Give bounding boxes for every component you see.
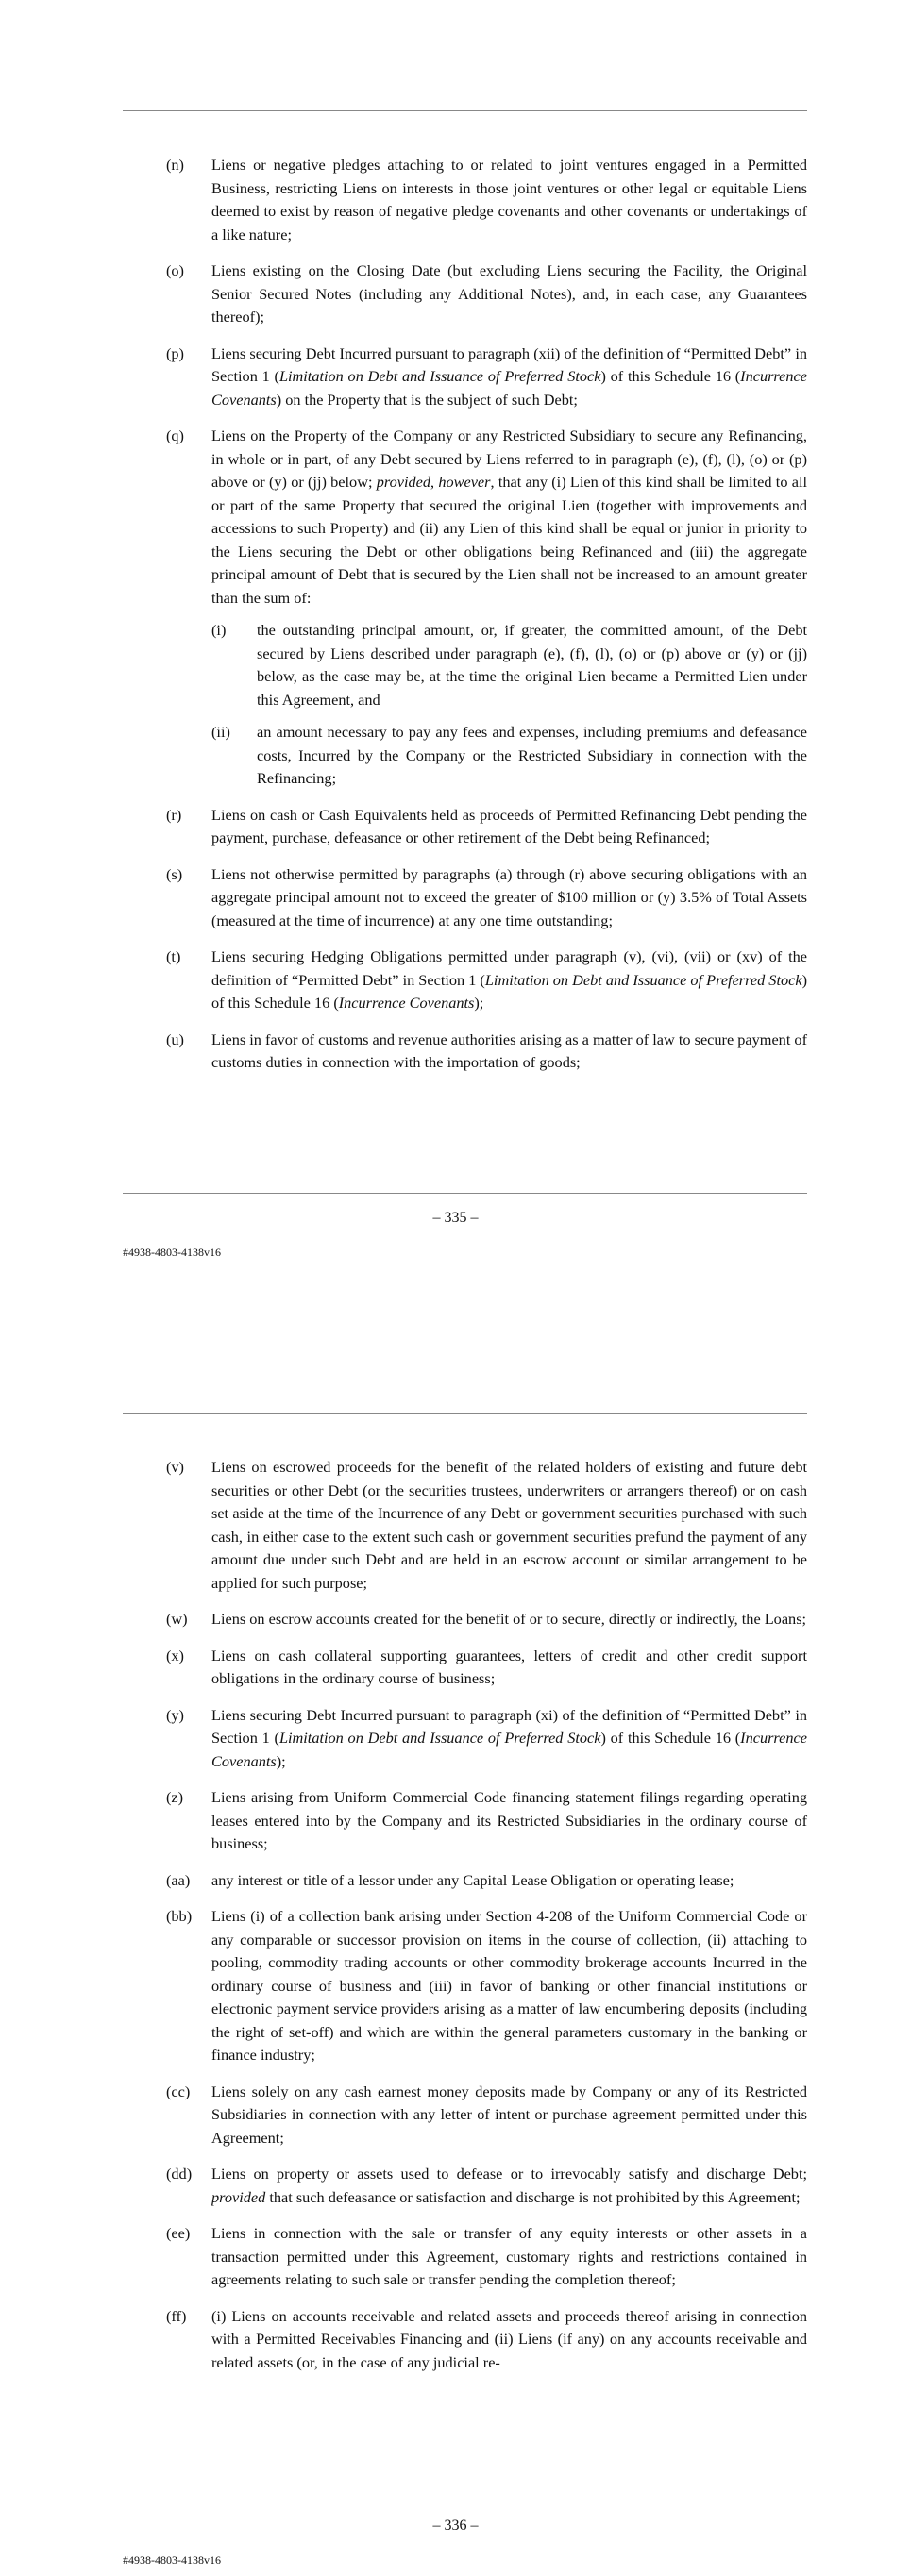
clause-label: (bb) [166, 1907, 193, 1925]
page-number: – 336 – [432, 2517, 479, 2534]
clause-text [211, 1029, 807, 1075]
clause-text [211, 343, 807, 412]
clause-o [123, 259, 807, 329]
clause-ff [123, 2305, 807, 2375]
clause-text-run: Liens in favor of customs and revenue authorities arising as a matter of law to secure payment of customs duties in connection with the importation of goods; [211, 1029, 807, 1071]
clause-text-run: ) of this Schedule 16 ( [600, 367, 741, 385]
clause-text [211, 1645, 807, 1691]
clause-aa [123, 1869, 807, 1893]
clause-text-italic: Incurrence Covenants [211, 367, 807, 409]
clause-label: (ee) [166, 2224, 191, 2242]
clause-text-run: Liens in connection with the sale or transfer of any equity interests or other assets in a transaction permitted under this Agreement, customary rights and restrictions contained in agreements relating to such sale or transfer pending the completion thereof; [211, 2224, 807, 2288]
subclause-text: the outstanding principal amount, or, if greater, the committed amount, of the Debt secured by Liens described under paragraph (e), (f), (l), (o) or (p) above or (y) or (jj) below, as the case may be, at the time the original Lien became a Permitted Lien under this Agreement, and [257, 621, 807, 709]
clause-label: (dd) [166, 2165, 193, 2183]
clause-label: (cc) [166, 2082, 191, 2100]
clause-text [211, 425, 807, 791]
clause-s [123, 863, 807, 933]
clause-text-run: Liens on property or assets used to defease or to irrevocably satisfy and discharge Debt; [211, 2165, 807, 2183]
clause-cc [123, 2081, 807, 2150]
clause-text-italic: Limitation on Debt and Issuance of Preferred Stock [484, 970, 802, 989]
clause-label: (t) [166, 947, 181, 965]
clause-text-run: ); [276, 1751, 286, 1770]
clause-text-run: (i) Liens on accounts receivable and related assets and proceeds thereof arising in connection with a Permitted Receivables Financing and (ii) Liens (if any) on any accounts receivable and related assets (or, in the case of any judicial re- [211, 2306, 807, 2371]
clause-w [123, 1608, 807, 1631]
clause-text [211, 1786, 807, 1856]
clause-text-italic: provided [376, 473, 431, 491]
clause-text-run: Liens solely on any cash earnest money deposits made by Company or any of its Restricted Subsidiaries in connection with any letter of intent or purchase agreement permitted under this Agreement; [211, 2082, 807, 2147]
subclause-label: (i) [211, 621, 227, 639]
top-rule [123, 1413, 807, 1414]
clause-text-run: Liens or negative pledges attaching to or related to joint ventures engaged in a Permitted Business, restricting Liens on interests in those joint ventures or other legal or equitable Liens deemed to exist by reason of negative pledge covenants and other covenants or undertakings of a like nature; [211, 156, 807, 243]
top-rule [123, 110, 807, 111]
clause-n [123, 154, 807, 246]
clause-text [211, 259, 807, 329]
clause-text-run: Liens securing Debt Incurred pursuant to paragraph (xii) of the definition of “Permitted Debt” in Section 1 ( [211, 343, 807, 385]
clause-text-italic: provided [211, 2187, 266, 2206]
clause-label: (y) [166, 1705, 184, 1724]
clause-ee [123, 2222, 807, 2292]
subclause-ii [211, 721, 807, 791]
clause-text-run: Liens (i) of a collection bank arising under Section 4-208 of the Uniform Commercial Code or any comparable or successor provision on items in the course of collection, (ii) attaching to pooling, commodity trading accounts or other commodity brokerage accounts Incurred in the ordinary course of business and (iii) in favor of banking or other financial institutions or electronic payment service providers arising as a matter of law encumbering deposits (including the right of set-off) and which are within the general parameters customary in the banking or finance industry; [211, 1907, 807, 2064]
clause-text [211, 804, 807, 850]
clause-t [123, 945, 807, 1015]
clause-label: (u) [166, 1029, 184, 1048]
clause-text-run: Liens arising from Uniform Commercial Code financing statement filings regarding operating leases entered into by the Company and its Restricted Subsidiaries in the ordinary course of business; [211, 1788, 807, 1852]
clause-x [123, 1645, 807, 1691]
clause-text [211, 1608, 807, 1631]
clause-label: (r) [166, 805, 182, 824]
clause-y [123, 1704, 807, 1774]
clause-p [123, 343, 807, 412]
clause-label: (ff) [166, 2306, 187, 2325]
clause-text-run: ) on the Property that is the subject of such Debt; [276, 390, 578, 409]
clause-text-run: that such defeasance or satisfaction and discharge is not prohibited by this Agreement; [265, 2187, 801, 2206]
document-id: #4938-4803-4138v16 [123, 2553, 221, 2567]
subclause-label: (ii) [211, 723, 230, 741]
clause-label: (w) [166, 1610, 188, 1628]
clause-list [123, 154, 807, 1075]
clause-text-run: Liens on escrow accounts created for the benefit of or to secure, directly or indirectly, the Loans; [211, 1610, 807, 1628]
clause-text-italic: Limitation on Debt and Issuance of Preferred Stock [278, 1729, 601, 1747]
clause-text [211, 1704, 807, 1774]
clause-text-italic: Limitation on Debt and Issuance of Preferred Stock [278, 367, 601, 385]
page-336 [0, 1302, 911, 2576]
clause-label: (aa) [166, 1870, 191, 1889]
clause-text [211, 863, 807, 933]
clause-text [211, 1905, 807, 2067]
clause-list [123, 1456, 807, 2374]
clause-label: (v) [166, 1458, 184, 1476]
clause-text-run: ) of this Schedule 16 ( [211, 970, 807, 1012]
clause-text-run: Liens on the Property of the Company or any Restricted Subsidiary to secure any Refinancing, in whole or in part, of any Debt secured by Liens referred to in paragraph (e), (f), (l), (o) or (p) above or (y) or (jj) below; [211, 427, 807, 491]
document-id: #4938-4803-4138v16 [123, 1246, 221, 1259]
clause-text-run: Liens on escrowed proceeds for the benefit of the related holders of existing and future debt securities or other Debt (or the securities trustees, underwriters or arrangers thereof) or on cash set aside at the time of the Incurrence of any Debt or government securities purchased with such cash, in either case to the extent such cash or government securities prefund the payment of any amount due under such Debt and are held in an escrow account or similar arrangement to be applied for such purpose; [211, 1458, 807, 1592]
clause-text [211, 1869, 807, 1893]
clause-dd [123, 2163, 807, 2209]
clause-text [211, 945, 807, 1015]
clause-text-run: ); [474, 994, 484, 1012]
clause-text-italic: however [438, 473, 491, 491]
clause-label: (p) [166, 343, 184, 362]
clause-v [123, 1456, 807, 1595]
clause-text [211, 2081, 807, 2150]
clause-label: (o) [166, 261, 184, 279]
clause-text [211, 1456, 807, 1595]
clause-text-run: , [430, 473, 439, 491]
clause-label: (x) [166, 1646, 184, 1664]
clause-text-run: Liens on cash or Cash Equivalents held as proceeds of Permitted Refinancing Debt pending the payment, purchase, defeasance or other retirement of the Debt being Refinanced; [211, 805, 807, 846]
clause-text-run: Liens securing Debt Incurred pursuant to paragraph (xi) of the definition of “Permitted Debt” in Section 1 ( [211, 1705, 807, 1747]
clause-label: (z) [166, 1788, 184, 1806]
clause-text-run: Liens securing Hedging Obligations permitted under paragraph (v), (vi), (vii) or (xv) of the definition of “Permitted Debt” in Section 1 ( [211, 947, 807, 989]
clause-text [211, 2305, 807, 2375]
clause-text [211, 2163, 807, 2209]
bottom-rule [123, 1193, 807, 1194]
clause-text-run: Liens existing on the Closing Date (but excluding Liens securing the Facility, the Original Senior Secured Notes (including any Additional Notes), and, in each case, any Guarantees thereof); [211, 261, 807, 326]
clause-text-run: Liens on cash collateral supporting guarantees, letters of credit and other credit support obligations in the ordinary course of business; [211, 1646, 807, 1687]
clause-text-run: ) of this Schedule 16 ( [600, 1729, 741, 1747]
clause-text-italic: Incurrence Covenants [338, 994, 475, 1012]
clause-text-run: any interest or title of a lessor under any Capital Lease Obligation or operating lease; [211, 1870, 734, 1889]
clause-z [123, 1786, 807, 1856]
clause-r [123, 804, 807, 850]
clause-text [211, 154, 807, 246]
clause-text-run: , that any (i) Lien of this kind shall be limited to all or part of the same Property that secured the original Lien (together with improvements and accessions to such Property) and (ii) any Lien of this kind shall be equal or junior in priority to the Liens securing the Debt or other obligations being Refinanced and (iii) the aggregate principal amount of Debt that is secured by the Lien shall not be increased to an amount greater than the sum of: [211, 473, 807, 607]
subclause-i [211, 619, 807, 711]
subclause-text: an amount necessary to pay any fees and expenses, including premiums and defeasance costs, Incurred by the Company or the Restricted Subsidiary in connection with the Refinancing; [257, 723, 807, 787]
page-number: – 335 – [432, 1210, 479, 1226]
clause-bb [123, 1905, 807, 2067]
clause-label: (n) [166, 156, 184, 174]
clause-label: (s) [166, 864, 183, 883]
clause-text-italic: Incurrence Covenants [211, 1729, 807, 1770]
clause-text [211, 2222, 807, 2292]
clause-text-run: Liens not otherwise permitted by paragraphs (a) through (r) above securing obligations with an aggregate principal amount not to exceed the greater of $100 million or (y) 3.5% of Total Assets (measured at the time of incurrence) at any one time outstanding; [211, 864, 807, 929]
clause-q [123, 425, 807, 791]
clause-label: (q) [166, 427, 184, 444]
clause-u [123, 1029, 807, 1075]
